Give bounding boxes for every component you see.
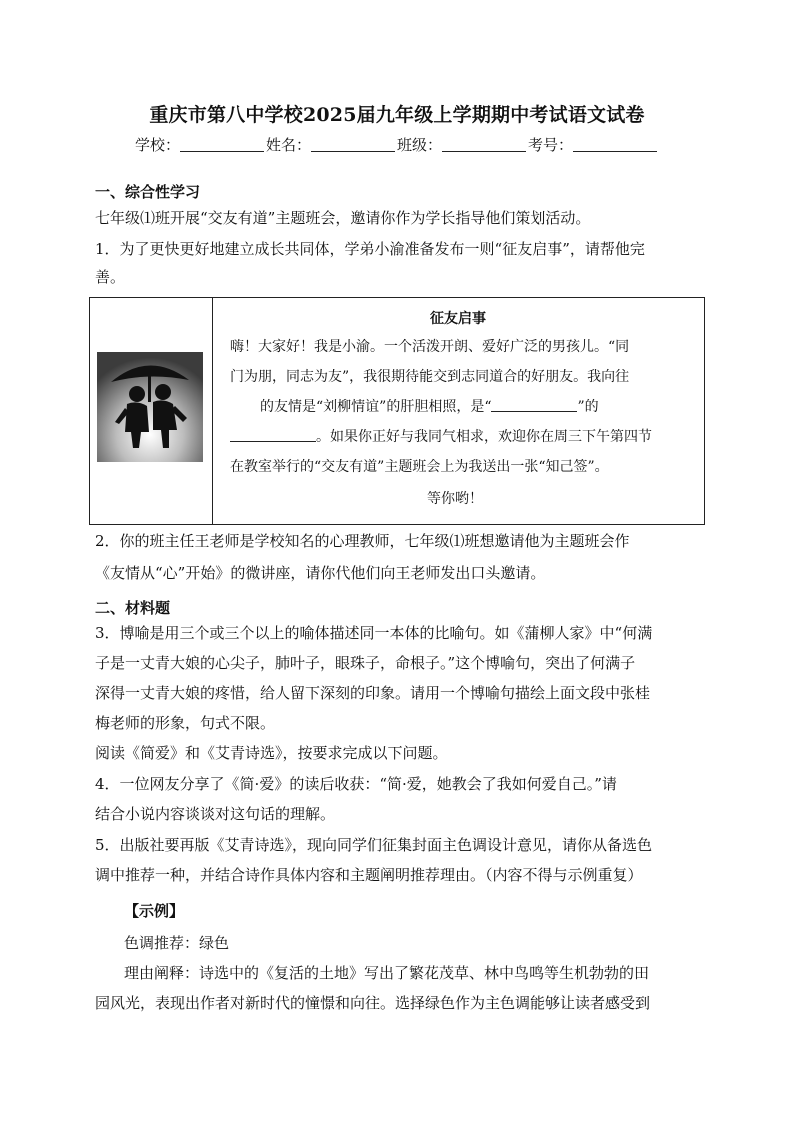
question-3-text-4: 梅老师的形象，句式不限。: [95, 714, 276, 732]
question-3-text-2: 子是一丈青大娘的心尖子，肺叶子，眼珠子，命根子。”这个博喻句，突出了何满子: [95, 654, 636, 672]
section-2-heading: 二、材料题: [95, 599, 171, 617]
notice-line-1: 嗨！大家好！我是小渝。一个活泼开朗、爱好广泛的男孩儿。“同: [230, 339, 630, 355]
number-label: 考号：: [528, 136, 574, 154]
fill-blank-1[interactable]: [491, 399, 577, 412]
notice-title: 征友启事: [430, 311, 486, 327]
school-label: 学校：: [134, 136, 180, 154]
school-blank: [180, 137, 264, 152]
question-3-text: 3．博喻是用三个或三个以上的喻体描述同一本体的比喻句。如《蒲柳人家》中“何满: [95, 624, 653, 642]
notice-line-6: 等你哟！: [427, 491, 483, 507]
question-3-text-3: 深得一丈青大娘的疼惜，给人留下深刻的印象。请用一个博喻句描绘上面文段中张桂: [95, 684, 651, 702]
notice-line-4: [230, 426, 652, 446]
friend-notice-box: [89, 297, 705, 525]
notice-line-3-start: 的友情是“刘柳情谊”的肝胆相照，是“: [260, 399, 492, 415]
question-5-text: 5．出版社要再版《艾青诗选》，现向同学们征集封面主色调设计意见，请你从备选色: [95, 836, 653, 854]
notice-line-2: 门为朋，同志为友”，我很期待能交到志同道合的好朋友。我向往: [230, 369, 630, 385]
silhouette-image: [97, 352, 203, 462]
example-line-3: 园风光，表现出作者对新时代的憧憬和向往。选择绿色作为主色调能够让读者感受到: [95, 994, 651, 1012]
question-1-text-cont: 善。: [95, 268, 126, 286]
question-4-text-cont: 结合小说内容谈谈对这句话的理解。: [95, 805, 336, 823]
fill-blank-2[interactable]: [230, 429, 316, 442]
notice-line-5: 在教室举行的“交友有道”主题班会上为我送出一张“知己签”。: [230, 459, 609, 475]
notice-line-4-text: 。如果你正好与我同气相求，欢迎你在周三下午第四节: [316, 429, 652, 445]
question-2-text-cont: 《友情从“心”开始》的微讲座，请你代他们向王老师发出口头邀请。: [95, 564, 546, 582]
exam-title: 重庆市第八中学校2025届九年级上学期期中考试语文试卷: [149, 104, 645, 126]
question-1-text: 1．为了更快更好地建立成长共同体，学弟小渝准备发布一则“征友启事”，请帮他完: [95, 240, 645, 258]
notice-image-cell: [90, 298, 213, 524]
question-4-text: 4．一位网友分享了《简·爱》的读后收获：“简·爱，她教会了我如何爱自己。”请: [95, 775, 617, 793]
class-blank: [442, 137, 526, 152]
example-heading: 【示例】: [124, 902, 185, 920]
reading-intro: 阅读《简爱》和《艾青诗选》，按要求完成以下问题。: [95, 744, 448, 762]
notice-line-3-end: ”的: [577, 399, 599, 415]
example-line-1: 色调推荐：绿色: [124, 934, 230, 952]
student-info-fields: [0, 134, 794, 155]
question-2-text: 2．你的班主任王老师是学校知名的心理教师，七年级⑴班想邀请他为主题班会作: [95, 532, 630, 550]
section-1-intro: 七年级⑴班开展“交友有道”主题班会，邀请你作为学长指导他们策划活动。: [95, 209, 591, 227]
notice-line-3: [260, 396, 599, 416]
question-5-text-cont: 调中推荐一种，并结合诗作具体内容和主题阐明推荐理由。（内容不得与示例重复）: [95, 866, 643, 884]
name-label: 姓名：: [265, 136, 311, 154]
example-line-2: 理由阐释：诗选中的《复活的土地》写出了繁花茂草、林中鸟鸣等生机勃勃的田: [124, 964, 650, 982]
name-blank: [311, 137, 395, 152]
number-blank: [573, 137, 657, 152]
section-1-heading: 一、综合性学习: [95, 183, 201, 201]
class-label: 班级：: [397, 136, 443, 154]
